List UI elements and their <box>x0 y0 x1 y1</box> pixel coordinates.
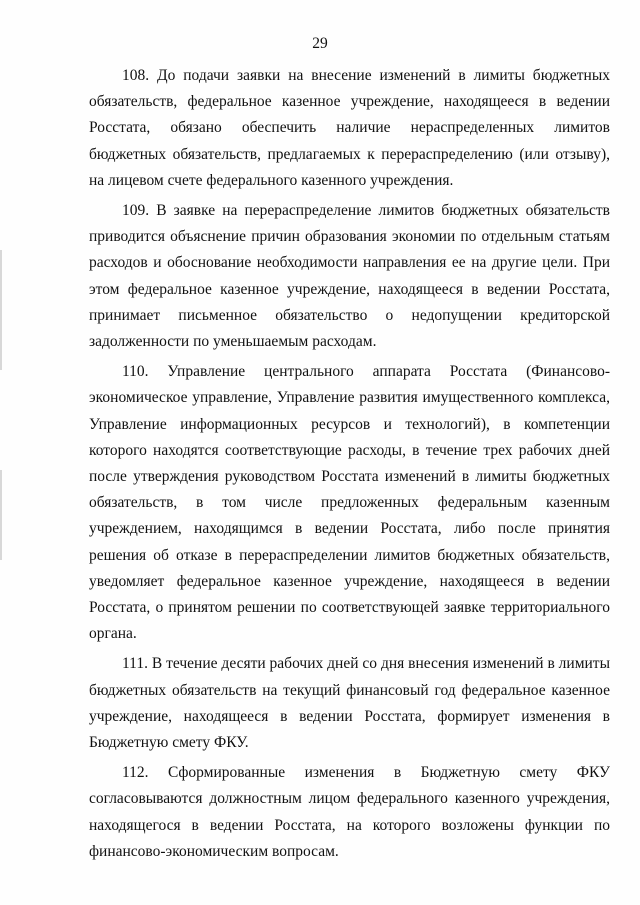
scan-edge-mark <box>0 470 2 560</box>
document-body <box>89 63 610 869</box>
paragraph-111: 111. В течение десяти рабочих дней со дня внесения изменений в лимиты бюджетных обязательств на текущий финансовый год федеральное казенное учреждение, находящееся в ведении Росстата, формирует изменения в Бюджетную смету ФКУ. <box>89 655 610 752</box>
paragraph-112: 112. Сформированные изменения в Бюджетную смету ФКУ согласовываются должностным лицом федерального казенного учреждения, находящегося в ведении Росстата, на которого возложены функции по финансово-экономическим вопросам. <box>89 764 610 860</box>
paragraph-108: 108. До подачи заявки на внесение изменений в лимиты бюджетных обязательств, федеральное казенное учреждение, находящееся в ведении Росстата, обязано обеспечить наличие нераспределенных лимитов бюджетных обязательств, предлагаемых к перераспределению (или отзыву), на лицевом счете федерального казенного учреждения. <box>89 67 610 189</box>
page-number: 29 <box>312 35 328 52</box>
paragraph-109: 109. В заявке на перераспределение лимитов бюджетных обязательств приводится объяснение причин образования экономии по отдельным статьям расходов и обоснование необходимости направления ее на другие цели. При этом федеральное казенное учреждение, находящееся в ведении Росстата, принимает письменное обязательство о недопущении кредиторской задолженности по уменьшаемым расходам. <box>89 202 610 351</box>
paragraph-110: 110. Управление центрального аппарата Росстата (Финансово-экономическое управление, Управление развития имущественного комплекса, Управление информационных ресурсов и технологий), в компетенции которого находятся соответствующие расходы, в течение трех рабочих дней после утверждения руководством Росстата изменений в лимиты бюджетных обязательств, в том числе предложенных федеральным казенным учреждением, находящимся в ведении Росстата, либо после принятия решения об отказе в перераспределении лимитов бюджетных обязательств, уведомляет федеральное казенное учреждение, находящееся в ведении Росстата, о принятом решении по соответствующей заявке территориального органа. <box>89 363 610 643</box>
scan-edge-mark <box>0 250 2 370</box>
